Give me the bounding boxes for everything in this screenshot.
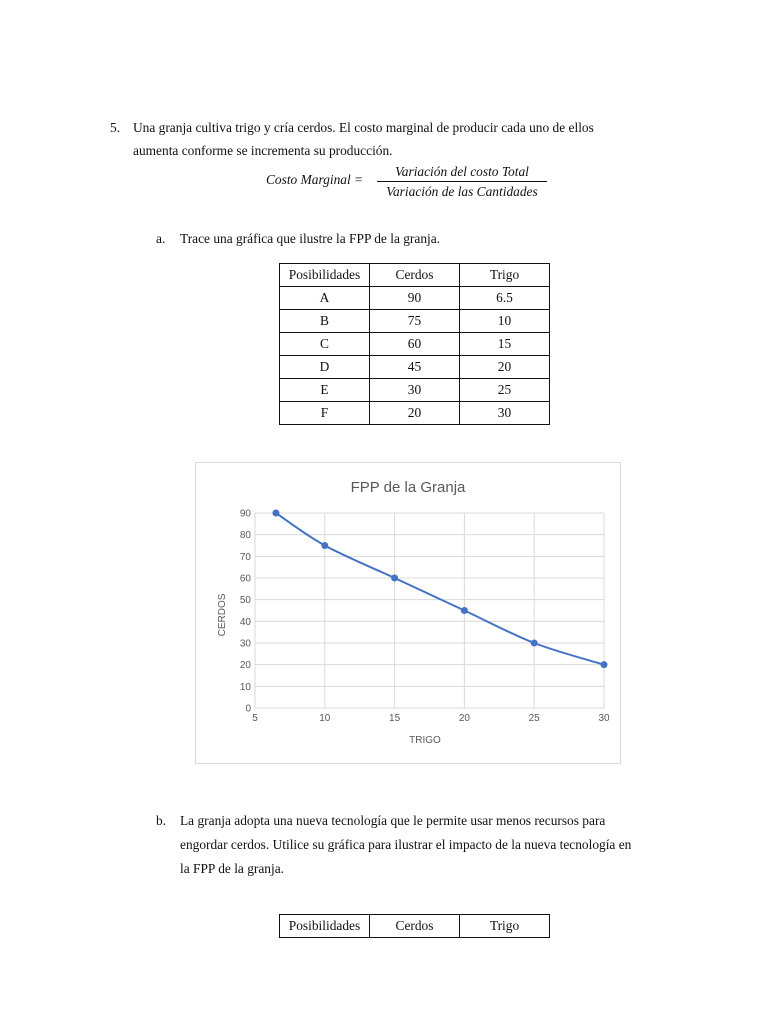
y-tick-label: 40 (239, 616, 251, 628)
table-cell: B (280, 310, 370, 333)
header-pigs: Cerdos (370, 264, 460, 287)
question-text-line1: Una granja cultiva trigo y cría cerdos. El costo marginal de producir cada uno de ellos (133, 120, 594, 135)
table-cell: A (280, 287, 370, 310)
y-tick-label: 90 (239, 508, 251, 520)
x-tick-label: 15 (389, 713, 401, 724)
question-text-line2: aumenta conforme se incrementa su producción. (133, 143, 393, 158)
table-cell: E (280, 379, 370, 402)
data-point (391, 575, 398, 582)
table-cell: 45 (370, 356, 460, 379)
table-row (280, 356, 550, 379)
y-tick-label: 60 (239, 573, 251, 585)
table-cell: 25 (460, 379, 550, 402)
part-b-text-line3: la FPP de la granja. (180, 861, 285, 876)
y-tick-label: 80 (239, 530, 251, 542)
y-tick-label: 10 (239, 681, 251, 693)
table-header-row (280, 915, 550, 938)
header-wheat: Trigo (460, 264, 550, 287)
table-cell: 30 (370, 379, 460, 402)
formula-lhs: Costo Marginal = (266, 172, 364, 187)
table-row (280, 333, 550, 356)
chart-grid (255, 513, 604, 708)
table-row (280, 310, 550, 333)
y-tick-label: 20 (239, 660, 251, 672)
fpp-chart-svg (196, 463, 620, 763)
data-point (272, 510, 279, 517)
x-tick-label: 20 (458, 713, 470, 724)
header-pigs: Cerdos (370, 915, 460, 938)
table-cell: 90 (370, 287, 460, 310)
fpp-chart (195, 462, 621, 764)
table-cell: 10 (460, 310, 550, 333)
possibilities-table (279, 263, 550, 425)
part-a-label: a. (156, 231, 166, 246)
y-tick-label: 70 (239, 551, 251, 563)
header-possibilities: Posibilidades (280, 264, 370, 287)
part-b-text-line1: La granja adopta una nueva tecnología que le permite usar menos recursos para (180, 813, 606, 828)
table-cell: C (280, 333, 370, 356)
data-point (461, 607, 468, 614)
header-possibilities: Posibilidades (280, 915, 370, 938)
table-cell: 20 (370, 402, 460, 425)
data-point (531, 640, 538, 647)
table-row (280, 379, 550, 402)
chart-title: FPP de la Granja (350, 479, 466, 496)
part-a-text: Trace una gráfica que ilustre la FPP de la granja. (180, 231, 441, 246)
data-point (321, 542, 328, 549)
table-cell: 6.5 (460, 287, 550, 310)
table-cell: F (280, 402, 370, 425)
fraction-bar (377, 181, 547, 182)
x-tick-label: 25 (528, 713, 540, 724)
table-row (280, 287, 550, 310)
formula-numerator: Variación del costo Total (395, 164, 529, 179)
question-number: 5. (110, 120, 121, 135)
data-point (601, 661, 608, 668)
chart-tick-labels (240, 509, 610, 725)
x-tick-label: 5 (252, 713, 258, 724)
x-tick-label: 30 (598, 713, 610, 724)
table-cell: 60 (370, 333, 460, 356)
table-cell: 75 (370, 310, 460, 333)
formula-denominator: Variación de las Cantidades (386, 184, 538, 199)
table-row (280, 402, 550, 425)
header-wheat: Trigo (460, 915, 550, 938)
table-cell: D (280, 356, 370, 379)
part-b-label: b. (156, 813, 167, 828)
x-tick-label: 10 (319, 713, 331, 724)
table-cell: 30 (460, 402, 550, 425)
formula-fraction (377, 163, 547, 200)
table-cell: 15 (460, 333, 550, 356)
y-tick-label: 50 (239, 595, 251, 607)
y-axis-label: CERDOS (217, 593, 228, 637)
table-cell: 20 (460, 356, 550, 379)
possibilities-table-2 (279, 914, 550, 938)
part-b-text-line2: engordar cerdos. Utilice su gráfica para ilustrar el impacto de la nueva tecnología en (180, 837, 632, 852)
y-tick-label: 0 (245, 703, 251, 715)
table-header-row (280, 264, 550, 287)
chart-series (272, 510, 607, 669)
y-tick-label: 30 (239, 638, 251, 650)
x-axis-label: TRIGO (409, 735, 441, 746)
